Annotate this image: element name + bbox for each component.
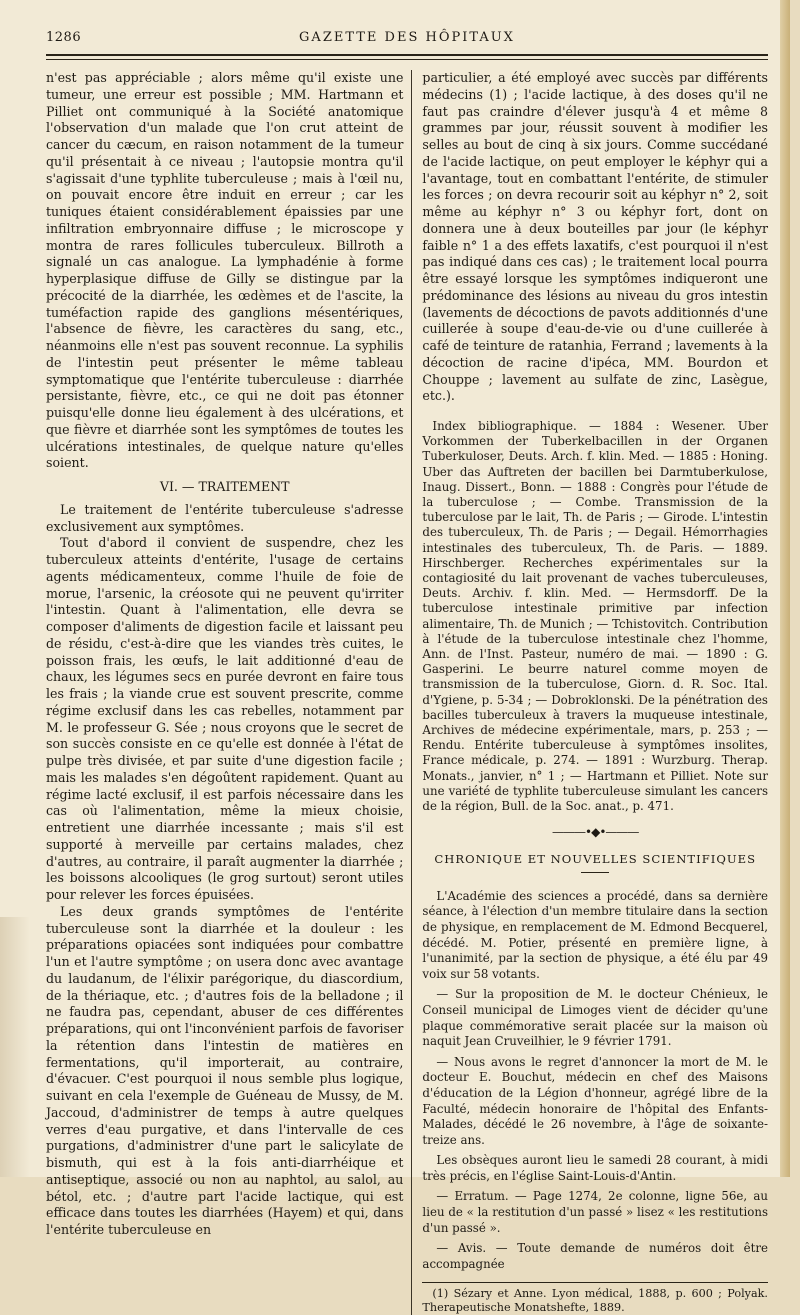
news-item: — Sur la proposition de M. le docteur Chénieux, le Conseil municipal de Limoges vient de décider qu'une plaque commémorative serait placée sur la maison où naquit Jean Cruveilhier, le 9 février 1791. [422, 987, 768, 1049]
page-edge [780, 0, 790, 1177]
short-rule [581, 872, 609, 873]
news-item: Les obsèques auront lieu le samedi 28 courant, à midi très précis, en l'église Saint-Louis-d'Antin. [422, 1153, 768, 1183]
bibliography-text: Index bibliographique. — 1884 : Wesener. Uber Vorkommen der Tuberkelbacillen in der Organen Tuberkuloser, Deuts. Arch. f. klin. Med. — 1885 : Honing. Uber das Auftreten der bacillen bei Darmtuberkulose, Inaug. Dissert., Bonn. — 1888 : Congrès pour l'étude de la tuberculose ; — Combe. Transmission de la tuberculose par le lait, Th. de Paris ; — Girode. L'intestin des tuberculeux, Th. de Paris ; — Degail. Hémorrhagies intestinales des tuberculeux, Th. de Paris. — 1889. Hirschberger. Recherches expérimentales sur la contagiosité du lait provenant de vaches tuberculeuses, Deuts. Archiv. f. klin. Med. — Hermsdorff. De la tuberculose intestinale primitive par infection alimentaire, Th. de Munich ; — Tchistovitch. Contribution à l'étude de la tuberculose intestinale chez l'homme, Ann. de l'Inst. Pasteur, numéro de mai. — 1890 : G. Gasperini. Le beurre naturel comme moyen de transmission de la tuberculose, Giorn. d. R. Soc. Ital. d'Ygiene, p. 5-34 ; — Dobroklonski. De la pénétration des bacilles tuberculeux à travers la muqueuse intestinale, Archives de médecine expérimentale, mars, p. 253 ; — Rendu. Entérite tuberculeuse à symptômes insolites, France médicale, p. 274. — 1891 : Wurzburg. Therap. Monats., janvier, n° 1 ; — Hartmann et Pilliet. Note sur une variété de typhlite tuberculeuse simulant les cancers de la région, Bull. de la Soc. anat., p. 471. [422, 419, 768, 814]
paragraph: particulier, a été employé avec succès par différents médecins (1) ; l'acide lactique, à des doses qu'il ne faut pas craindre d'élever jusqu'à 4 et même 8 grammes par jour, réussit souvent à modifier les selles au bout de cinq à six jours. Comme succédané de l'acide lactique, on peut employer le képhyr qui a l'avantage, tout en combattant l'entérite, de stimuler les forces ; on devra recourir soit au képhyr n° 2, soit même au képhyr n° 3 ou képhyr fort, dont on donnera une à deux bouteilles par jour (le képhyr faible n° 1 a des effets laxatifs, c'est pourquoi il n'est pas indiqué dans ces cas) ; le traitement local pourra être essayé lorsque les symptômes indiqueront une prédominance des lésions au niveau du gros intestin (lavements de décoctions de pavots additionnés d'une cuillerée à soupe d'eau-de-vie ou d'une cuillerée à café de teinture de ratanhia, Ferrand ; lavements à la décoction de racine d'ipéca, MM. Bourdon et Chouppe ; lavement au sulfate de zinc, Lasègue, etc.). [422, 70, 768, 404]
section-heading: VI. — TRAITEMENT [159, 479, 290, 494]
ornament-divider: ———•◆•——— [552, 825, 639, 840]
news-item: L'Académie des sciences a procédé, dans sa dernière séance, à l'élection d'un membre titulaire dans la section de physique, en remplacement de M. Edmond Becquerel, décédé. M. Potier, présenté en première ligne, à l'unanimité, par la section de physique, a été élu par 49 voix sur 58 votants. [422, 888, 768, 981]
bibliography [422, 419, 768, 814]
news-item: — Erratum. — Page 1274, 2e colonne, ligne 56e, au lieu de « la restitution d'un passé » lisez « les restitutions d'un passé ». [422, 1189, 768, 1235]
columns [46, 70, 768, 1315]
chronicle-heading: CHRONIQUE ET NOUVELLES SCIENTIFIQUES [434, 852, 757, 867]
paragraph: Les deux grands symptômes de l'entérite tuberculeuse sont la diarrhée et la douleur : les préparations opiacées sont indiquées pour combattre l'un et l'autre symptôme ; on usera donc avec avantage du laudanum, de l'élixir parégorique, du diascordium, de la thériaque, etc. ; d'autres fois de la belladone ; il ne faudra pas, cependant, abuser de ces différentes préparations, qui ont l'inconvénient parfois de favoriser la rétention dans l'intestin de matières en fermentations, qu'il importerait, au contraire, d'évacuer. C'est pourquoi il nous semble plus logique, suivant en cela l'exemple de Guéneau de Mussy, de M. Jaccoud, d'administrer de temps à autre quelques verres d'eau purgative, et dans l'intervalle de ces purgations, d'administrer d'une part le salicylate de bismuth, qui est à la fois anti-diarrhéique et antiseptique, associé ou non au naphtol, au salol, au bétol, etc. ; d'autre part l'acide lactique, qui est efficace dans toutes les diarrhées (Hayem) et qui, dans l'entérite tuberculeuse en [46, 903, 404, 1237]
footnote: (1) Sézary et Anne. Lyon médical, 1888, p. 600 ; Polyak. Therapeutische Monatshefte, 1889. [422, 1287, 768, 1315]
paragraph: n'est pas appréciable ; alors même qu'il existe une tumeur, une erreur est possible ; MM. Hartmann et Pilliet ont communiqué à la Société anatomique l'observation d'un malade que l'on crut atteint de cancer du cæcum, en raison notamment de la tumeur qu'il présentait à ce niveau ; l'autopsie montra qu'il s'agissait d'une typhlite tuberculeuse ; mais à l'œil nu, on pouvait encore être induit en erreur ; car les tuniques étaient considérablement épaissies par une infiltration embryonnaire diffuse ; le microscope y montra de rares follicules tuberculeux. Billroth a signalé un cas analogue. La lymphadénie à forme hyperplasique diffuse de Gilly se distingue par la précocité de la diarrhée, les œdèmes et de l'ascite, la tuméfaction rapide des ganglions mésentériques, l'absence de fièvre, les caractères du sang, etc., néanmoins elle n'est pas souvent reconnue. La syphilis de l'intestin peut présenter le même tableau symptomatique que l'entérite tuberculeuse : diarrhée persistante, fièvre, etc., ce qui ne doit pas étonner puisqu'elle donne lieu également à des ulcérations, et que fièvre et diarrhée sont les symptômes de toutes les ulcérations intestinales, de quelque nature qu'elles soient. [46, 70, 404, 471]
header-rule-thin [46, 59, 768, 60]
news-item: — Nous avons le regret d'annoncer la mort de M. le docteur E. Bouchut, médecin en chef des Maisons d'éducation de la Légion d'honneur, agrégé libre de la Faculté, médecin honoraire de l'hôpital des Enfants-Malades, décédé le 26 novembre, à l'âge de soixante-treize ans. [422, 1054, 768, 1147]
right-column [412, 70, 768, 1315]
paragraph: Tout d'abord il convient de suspendre, chez les tuberculeux atteints d'entérite, l'usage de certains agents médicamenteux, comme l'huile de foie de morue, l'arsenic, la créosote qui ne peuvent qu'irriter l'intestin. Quant à l'alimentation, elle devra se composer d'aliments de digestion facile et laissant peu de résidu, c'est-à-dire que les viandes très cuites, le poisson frais, les œufs, le lait additionné d'eau de chaux, les légumes secs en purée devront en faire tous les frais ; la viande crue est souvent prescrite, comme régime exclusif dans les cas rebelles, notamment par M. le professeur G. Sée ; nous croyons que le secret de son succès consiste en ce qu'elle est donnée à l'état de pulpe très divisée, et par suite d'une digestion facile ; mais les malades s'en dégoûtent rapidement. Quant au régime lacté exclusif, il est parfois nécessaire dans les cas où l'alimentation, même la mieux choisie, entretient une diarrhée incessante ; mais s'il est supporté à merveille par certains malades, chez d'autres, au contraire, il paraît augmenter la diarrhée ; les boissons alcooliques (le grog surtout) seront utiles pour relever les forces épuisées. [46, 535, 404, 902]
news-item: — Avis. — Toute demande de numéros doit être accompagnée [422, 1241, 768, 1271]
page-number: 1286 [46, 30, 82, 45]
chronicle-section [422, 889, 768, 1273]
footnote-rule [422, 1282, 768, 1283]
journal-title: GAZETTE DES HÔPITAUX [299, 30, 515, 45]
paragraph: Le traitement de l'entérite tuberculeuse s'adresse exclusivement aux symptômes. [46, 501, 404, 534]
left-column [46, 70, 412, 1315]
paper-stain [0, 917, 30, 1177]
page-header [46, 30, 768, 50]
header-rule [46, 54, 768, 56]
